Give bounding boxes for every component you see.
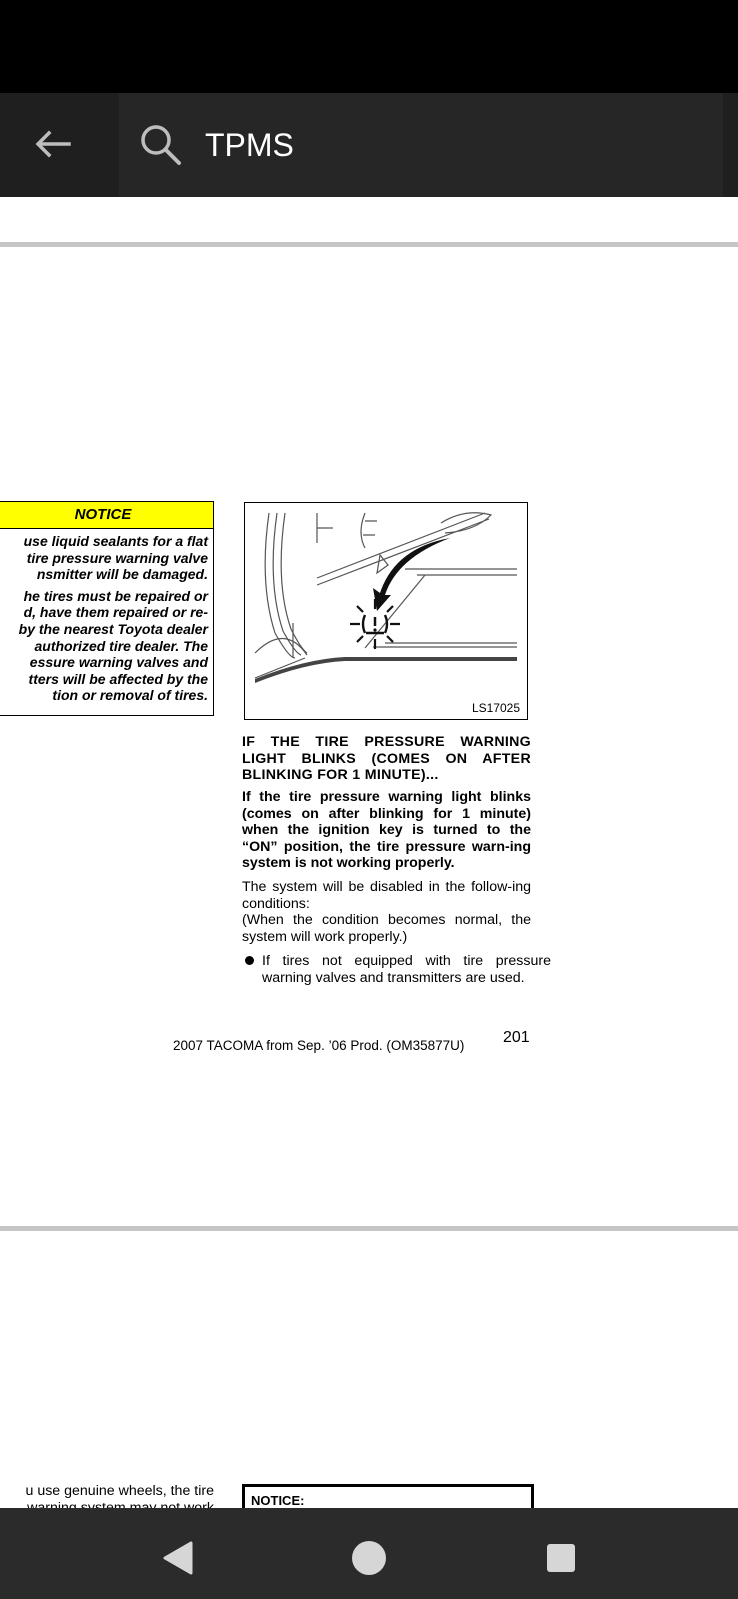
nav-home-button[interactable] — [339, 1528, 399, 1588]
notice-title: NOTICE — [0, 502, 213, 529]
notice-line: tters will be affected by the — [28, 670, 208, 687]
bullet-text: If tires not equipped with tire pressure warning valves and transmitters are used. — [262, 953, 551, 986]
notice-paragraph-2 — [0, 588, 208, 704]
notice-line: nsmitter will be damaged. — [36, 566, 208, 583]
notice-line: authorized tire dealer. The — [34, 637, 208, 654]
status-bar — [0, 0, 738, 93]
navigation-bar — [0, 1508, 738, 1599]
triangle-back-icon — [161, 1540, 195, 1576]
search-toolbar — [0, 93, 738, 197]
pdf-page-next — [0, 1231, 738, 1508]
notice-line: tire pressure warning valve — [26, 549, 208, 566]
page-number: 201 — [503, 1029, 530, 1046]
notice-line: essure warning valves and — [29, 654, 208, 671]
square-recents-icon — [545, 1542, 577, 1574]
figure-code: LS17025 — [471, 701, 520, 715]
search-input[interactable]: TPMS — [205, 127, 294, 163]
back-button[interactable] — [22, 113, 84, 175]
nav-back-button[interactable] — [148, 1528, 208, 1588]
conditions-paragraph: The system will be disabled in the follow-ing conditions: — [242, 879, 531, 912]
notice-line: tion or removal of tires. — [52, 687, 208, 704]
search-icon — [139, 123, 183, 167]
section-heading: IF THE TIRE PRESSURE WARNING LIGHT BLINKS (COMES ON AFTER BLINKING FOR 1 MINUTE)... — [242, 734, 531, 784]
circle-home-icon — [349, 1538, 389, 1578]
tpms-warning-light-illustration — [245, 503, 527, 719]
next-page-notice: NOTICE: — [242, 1484, 534, 1514]
bullet-icon — [245, 956, 254, 965]
conditions-note: (When the condition becomes normal, the system will work properly.) — [242, 912, 531, 945]
notice-line: he tires must be repaired or — [23, 587, 208, 604]
arrow-left-icon — [33, 129, 73, 159]
dashboard-illustration — [244, 502, 528, 720]
bullet-item — [242, 953, 551, 986]
notice-body — [0, 529, 213, 704]
nav-recents-button[interactable] — [531, 1528, 591, 1588]
notice-line: d, have them repaired or re- — [23, 604, 208, 621]
warning-paragraph: If the tire pressure warning light blinks (comes on after blinking for 1 minute) when the ignition key is turned to the “ON” position, the tire pressure warn-ing system is not working properly. — [242, 789, 531, 872]
notice-line: use liquid sealants for a flat — [23, 533, 208, 549]
search-box[interactable] — [119, 93, 723, 197]
notice-box — [0, 501, 214, 716]
footer-model: 2007 TACOMA from Sep. ’06 Prod. (OM35877U) — [173, 1038, 465, 1053]
notice-line: by the nearest Toyota dealer — [18, 620, 208, 637]
pdf-page-previous — [0, 197, 738, 242]
conditions-text — [242, 879, 531, 945]
notice-paragraph-1 — [0, 533, 208, 583]
next-page-line: u use genuine wheels, the tire — [25, 1483, 214, 1499]
